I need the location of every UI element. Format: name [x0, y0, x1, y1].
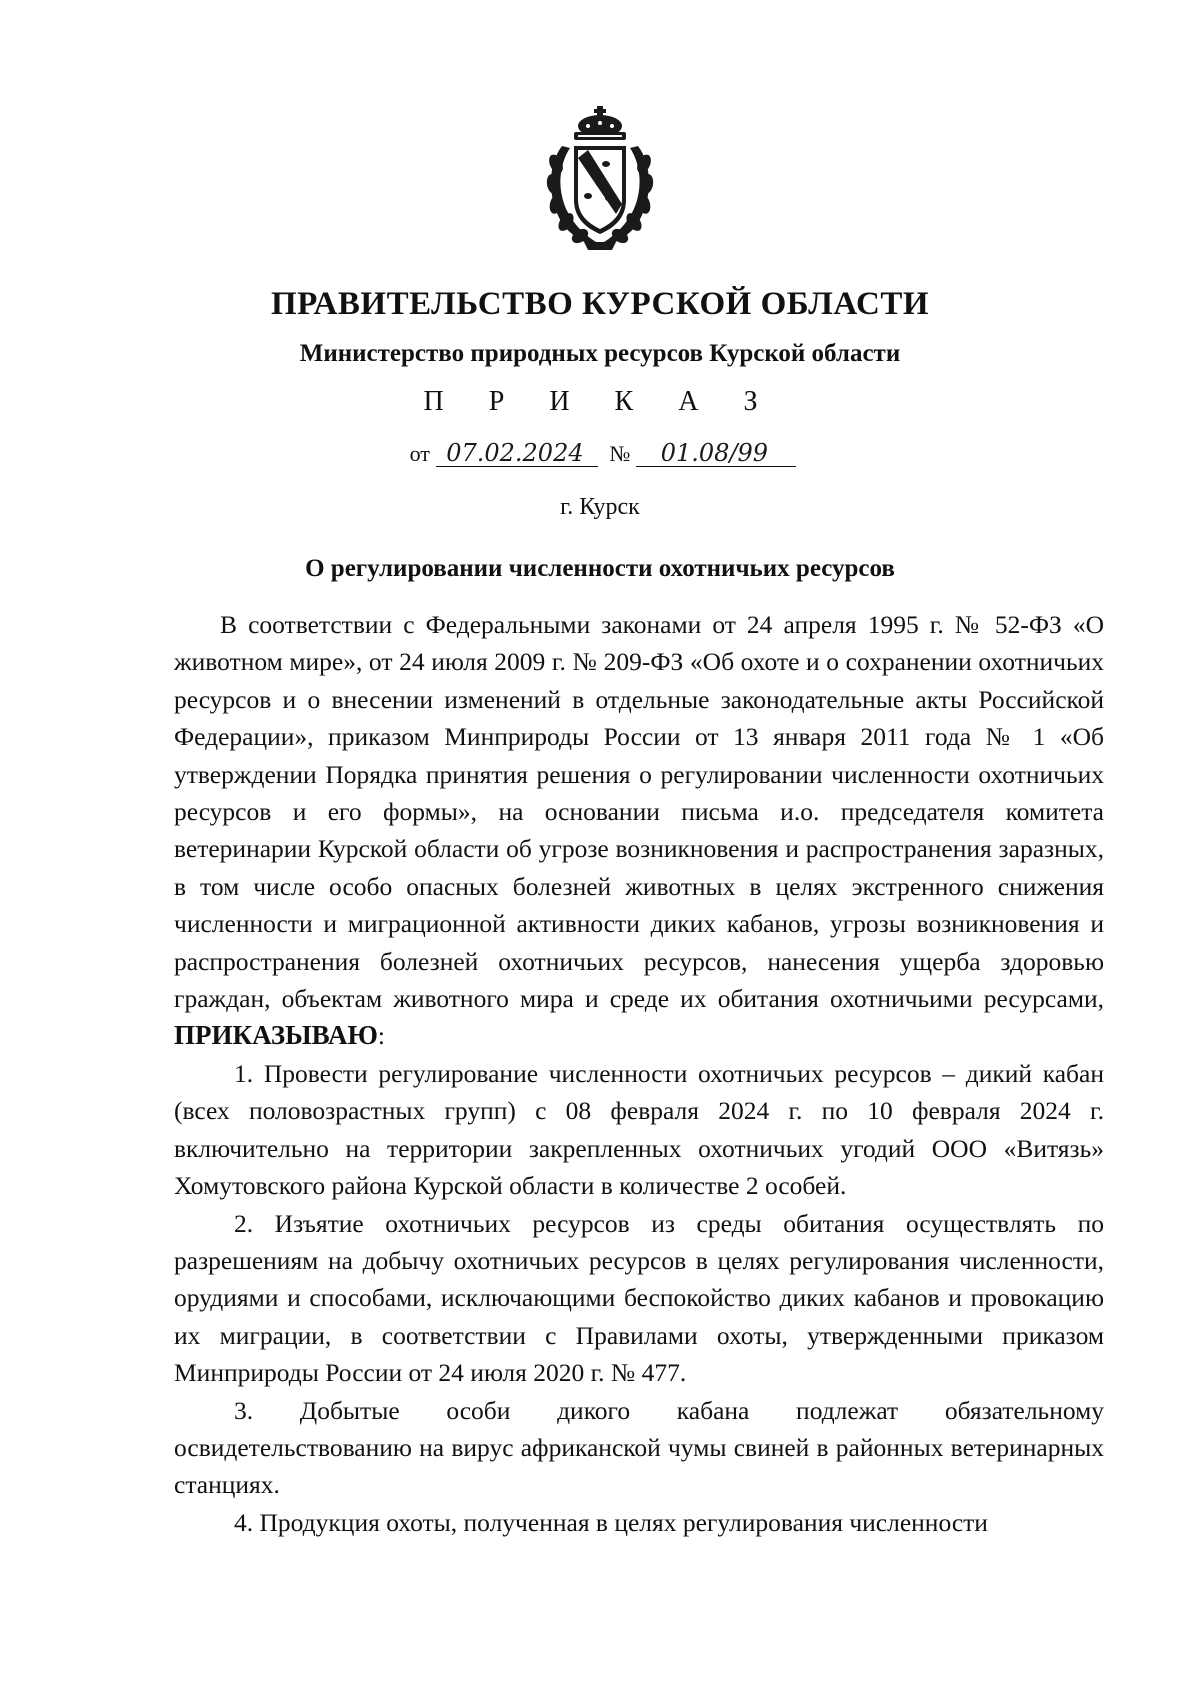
item-2-paragraph: 2. Изъятие охотничьих ресурсов из среды обитания осуществлять по разрешениям на добычу охотничьих ресурсов в целях регулирования численности, орудиями и способами, исключающими беспокойство диких кабанов и провокацию их миграции, в соответствии с Правилами охоты, утвержденными приказом Минприроды России от 24 июля 2020 г. № 477.: [174, 1208, 1104, 1388]
preamble-paragraph: [174, 606, 1104, 1055]
item-1-paragraph: 1. Провести регулирование численности охотничьих ресурсов – дикий кабан (всех половозрастных групп) с 08 февраля 2024 г. по 10 февраля 2024 г. включительно на территории закрепленных охотничьих угодий ООО «Витязь» Хомутовского района Курской области в количестве 2 особей.: [174, 1058, 1104, 1201]
date-prefix: от: [409, 441, 430, 466]
preamble-text: В соответствии с Федеральными законами от 24 апреля 1995 г. № 52-ФЗ «О животном мире», от 24 июля 2009 г. № 209-ФЗ «Об охоте и о сохранении охотничьих ресурсов и о внесении изменений в отдельные законодательные акты Российской Федерации», приказом Минприроды России от 13 января 2011 года № 1 «Об утверждении Порядка принятия решения о регулировании численности охотничьих ресурсов и его формы», на основании письма и.о. председателя комитета ветеринарии Курской области об угрозе возникновения и распространения заразных, в том числе особо опасных болезней животных в целях экстренного снижения численности и миграционной активности диких кабанов, угрозы возникновения и распространения болезней охотничьих ресурсов, нанесения ущерба здоровью граждан, объектам животного мира и среде их обитания охотничьими ресурсами,: [174, 610, 1104, 1014]
ministry-name: Министерство природных ресурсов Курской области: [299, 340, 901, 367]
document-type: П Р И К А З: [423, 386, 777, 417]
order-directive-colon: :: [377, 1021, 385, 1051]
item-3-paragraph: 3. Добытые особи дикого кабана подлежат обязательному освидетельствованию на вирус африканской чумы свиней в районных ветеринарных станциях.: [174, 1395, 1104, 1500]
number-prefix: №: [609, 441, 631, 466]
handwritten-date: 07.02.2024: [436, 440, 598, 467]
document-subject: О регулировании численности охотничьих ресурсов: [305, 555, 895, 582]
item-4-paragraph: 4. Продукция охоты, полученная в целях регулирования численности: [234, 1507, 988, 1537]
government-title: ПРАВИТЕЛЬСТВО КУРСКОЙ ОБЛАСТИ: [270, 286, 930, 322]
kursk-coat-of-arms-icon: [544, 104, 656, 254]
handwritten-number: 01.08/99: [636, 440, 796, 467]
document-body: [174, 606, 1104, 1541]
city: г. Курск: [560, 494, 640, 520]
order-date-number-line: [0, 440, 1200, 467]
order-directive: ПРИКАЗЫВАЮ: [174, 1020, 378, 1051]
